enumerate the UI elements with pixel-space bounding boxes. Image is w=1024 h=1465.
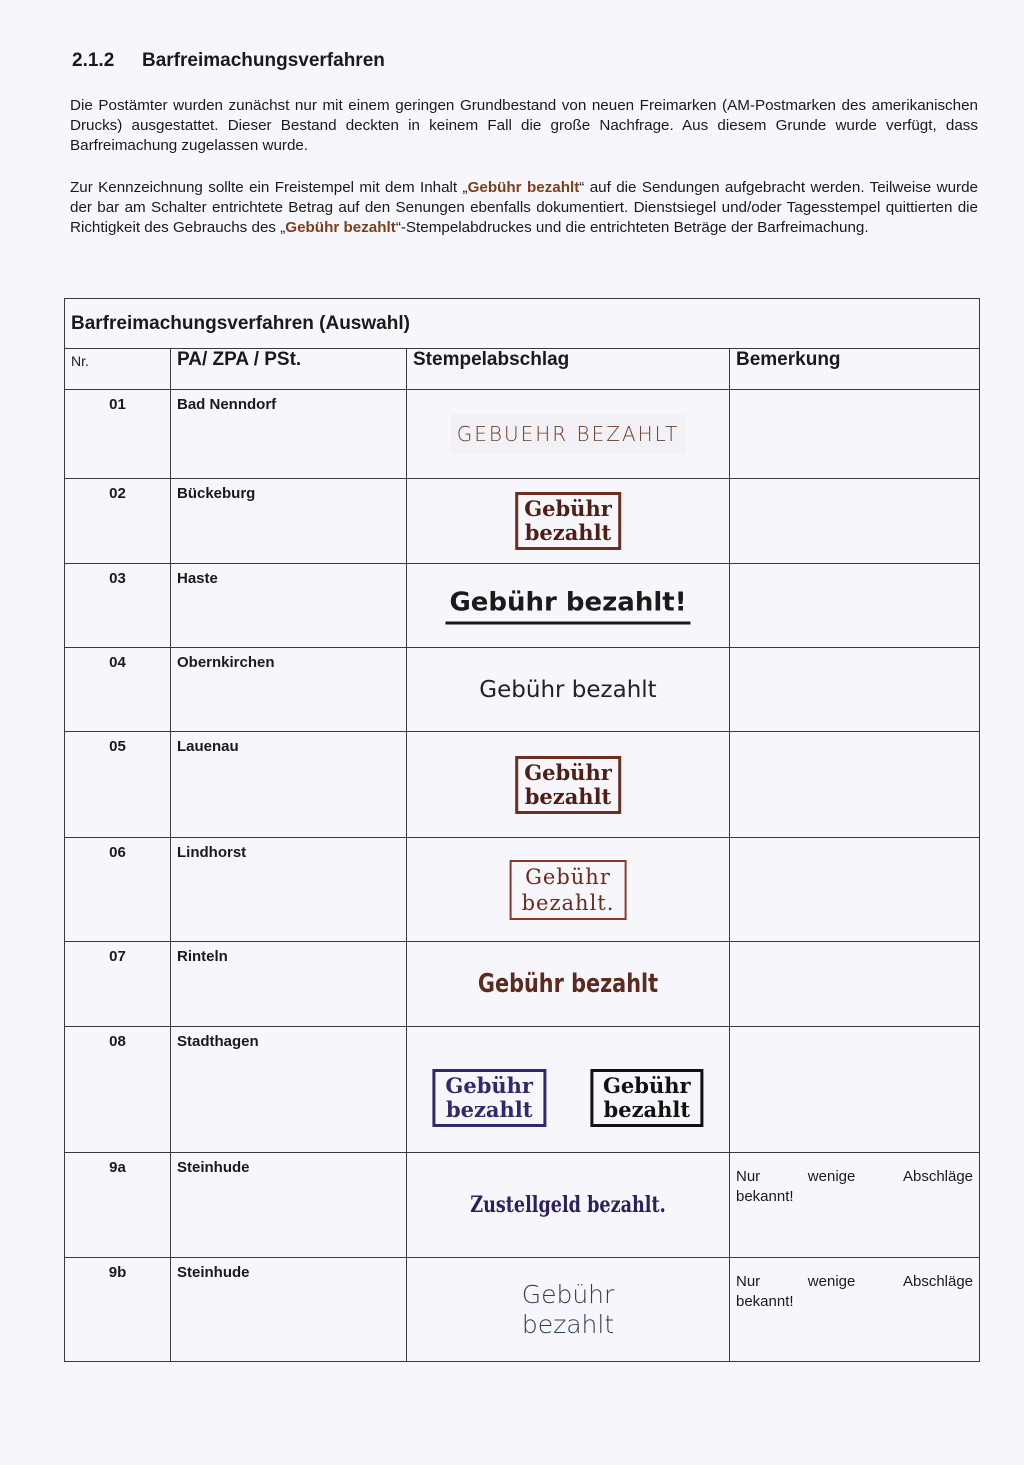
stamp-cell <box>407 838 730 942</box>
intro-paragraph: Die Postämter wurden zunächst nur mit einem geringen Grundbestand von neuen Freimarken (AM-Postmarken des amerikanischen Drucks) ausgestattet. Dieser Bestand deckten in keinem Fall die große Nachfrage. Aus diesem Grunde wurde verfügt, dass Barfreimachung zugelassen wurde. <box>70 97 978 154</box>
stamp-cell <box>407 1153 730 1258</box>
stamp-impression <box>432 1069 546 1127</box>
row-place: Obernkirchen <box>171 648 407 732</box>
row-note <box>730 1027 980 1153</box>
row-place: Steinhude <box>171 1153 407 1258</box>
stamp-line: bezahlt <box>445 1097 533 1123</box>
row-note <box>730 838 980 942</box>
stamp-impression: Gebühr bezahlt! <box>445 587 690 624</box>
table-row <box>65 1153 980 1258</box>
stamp-table <box>64 298 980 1362</box>
row-note <box>730 479 980 564</box>
stamp-impression: Gebühr bezahlt <box>479 676 657 703</box>
section-title: Barfreimachungsverfahren <box>142 50 385 71</box>
note-word: Nur <box>736 1168 761 1185</box>
stamp-impression: Zustellgeld bezahlt. <box>470 1192 666 1218</box>
header-place: PA/ ZPA / PSt. <box>171 349 407 390</box>
paragraph-text: “-Stempelabdruckes und die entrichteten Beträge der Barfreimachung. <box>395 219 869 236</box>
row-number: 02 <box>65 479 171 564</box>
table-row <box>65 942 980 1027</box>
row-note <box>730 648 980 732</box>
stamp-cell <box>407 1258 730 1362</box>
row-number: 08 <box>65 1027 171 1153</box>
note-word: Nur <box>736 1273 761 1290</box>
stamp-line: Gebühr <box>524 496 612 521</box>
note-line: bekannt! <box>736 1188 794 1205</box>
row-note <box>730 390 980 479</box>
row-number: 06 <box>65 838 171 942</box>
note-line <box>736 1272 973 1292</box>
table-caption: Barfreimachungsverfahren (Auswahl) <box>65 299 980 349</box>
row-number: 04 <box>65 648 171 732</box>
row-place: Lindhorst <box>171 838 407 942</box>
stamp-cell <box>407 390 730 479</box>
stamp-line: bezahlt <box>524 783 612 809</box>
table-row <box>65 564 980 648</box>
table-row <box>65 390 980 479</box>
row-place: Bad Nenndorf <box>171 390 407 479</box>
row-place: Lauenau <box>171 732 407 838</box>
row-place: Rinteln <box>171 942 407 1027</box>
highlight-text: Gebühr bezahlt <box>285 219 396 236</box>
stamp-line: Gebühr <box>445 1073 533 1099</box>
row-number: 07 <box>65 942 171 1027</box>
row-place: Bückeburg <box>171 479 407 564</box>
row-number: 9b <box>65 1258 171 1362</box>
table-header-row <box>65 349 980 390</box>
stamp-line: Gebühr <box>525 864 611 889</box>
row-number: 9a <box>65 1153 171 1258</box>
stamp-cell <box>407 479 730 564</box>
table-row <box>65 1027 980 1153</box>
row-note <box>730 732 980 838</box>
stamp-line: Gebühr <box>603 1073 691 1099</box>
header-note: Bemerkung <box>730 349 980 390</box>
stamp-pair <box>432 1069 703 1127</box>
stamp-line: Gebühr <box>521 1279 615 1309</box>
row-number: 05 <box>65 732 171 838</box>
row-note <box>730 1258 980 1362</box>
stamp-line: bezahlt. <box>521 890 615 915</box>
stamp-line: bezahlt <box>603 1097 691 1123</box>
stamp-impression <box>590 1069 704 1127</box>
row-number: 03 <box>65 564 171 648</box>
stamp-cell <box>407 942 730 1027</box>
table-row <box>65 1258 980 1362</box>
table-row <box>65 479 980 564</box>
table-row <box>65 648 980 732</box>
paragraph-text: Zur Kennzeichnung sollte ein Freistempel mit dem Inhalt „ <box>70 179 468 196</box>
note-word: Abschläge <box>902 1273 974 1290</box>
stamp-cell <box>407 732 730 838</box>
stamp-impression: GEBUEHR BEZAHLT <box>451 414 686 454</box>
row-place: Steinhude <box>171 1258 407 1362</box>
stamp-impression <box>510 860 627 920</box>
row-note <box>730 1153 980 1258</box>
row-place: Stadthagen <box>171 1027 407 1153</box>
stamp-impression: Gebühr bezahlt <box>477 969 659 999</box>
stamp-line: bezahlt <box>524 520 612 545</box>
stamp-line: Gebühr <box>524 759 612 785</box>
row-note <box>730 942 980 1027</box>
stamp-cell <box>407 1027 730 1153</box>
note-line <box>736 1167 973 1187</box>
stamp-paragraph <box>70 178 978 238</box>
highlight-text: Gebühr bezahlt <box>467 179 580 196</box>
note-line: bekannt! <box>736 1293 794 1310</box>
row-place: Haste <box>171 564 407 648</box>
stamp-cell <box>407 648 730 732</box>
section-heading <box>72 50 385 72</box>
stamp-line: bezahlt <box>521 1309 615 1339</box>
note-word: wenige <box>807 1168 856 1185</box>
stamp-cell <box>407 564 730 648</box>
section-number: 2.1.2 <box>72 50 115 71</box>
note-word: wenige <box>807 1273 856 1290</box>
stamp-impression <box>515 492 621 550</box>
header-nr: Nr. <box>65 349 171 390</box>
row-note <box>730 564 980 648</box>
paragraph-text: “ auf die Sendungen aufgebracht werden. Teilweise wurde der bar am Schalter entrichtete Betrag auf den Senungen ebenfalls dokumentiert. Dienstsiegel und/oder Tagesstempel quittierten die Richtigkeit des Gebrauchs des „ <box>70 179 978 236</box>
row-number: 01 <box>65 390 171 479</box>
note-word: Abschläge <box>902 1168 974 1185</box>
table-row <box>65 838 980 942</box>
header-stamp: Stempelabschlag <box>407 349 730 390</box>
table-row <box>65 732 980 838</box>
stamp-impression <box>522 1280 615 1340</box>
stamp-impression <box>515 756 621 814</box>
